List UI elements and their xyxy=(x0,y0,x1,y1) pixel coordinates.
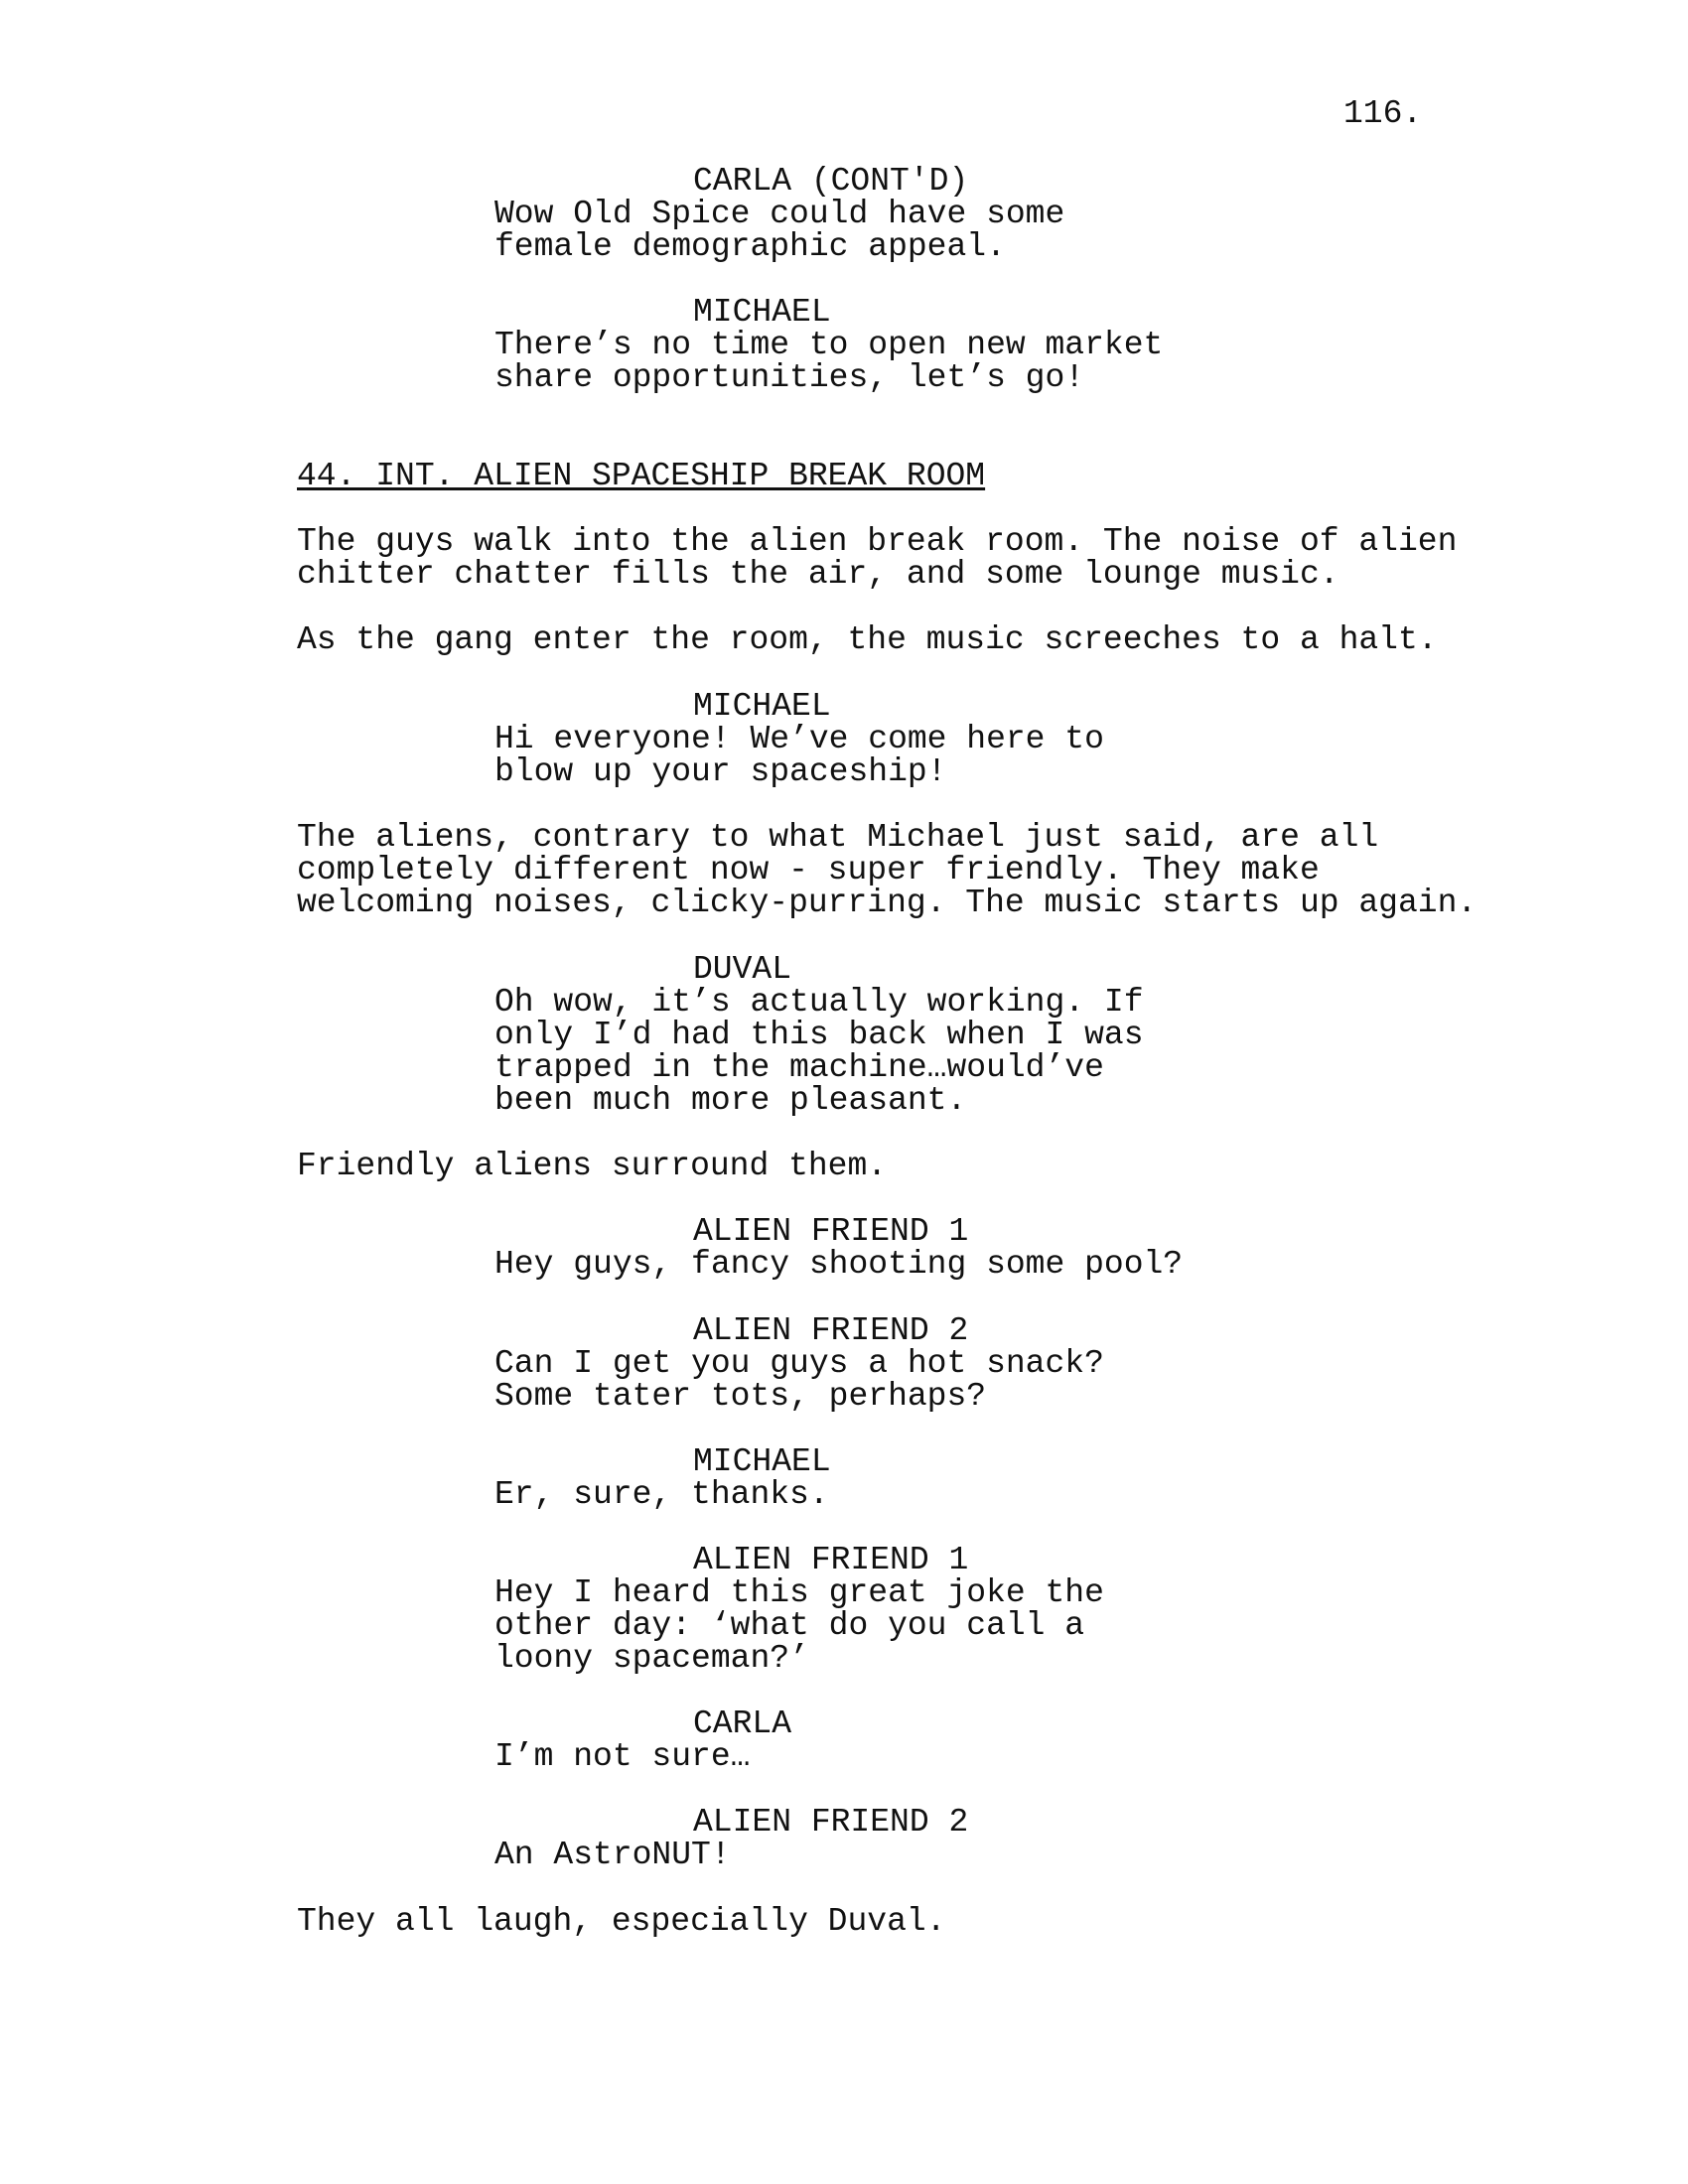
character-cue: DUVAL xyxy=(693,951,792,988)
dialogue-block: Wow Old Spice could have some female demographic appeal. xyxy=(494,196,1065,265)
character-cue: CARLA xyxy=(693,1706,792,1742)
scene-heading: 44. INT. ALIEN SPACESHIP BREAK ROOM xyxy=(297,458,986,494)
character-cue: MICHAEL xyxy=(693,1443,831,1480)
character-cue: ALIEN FRIEND 1 xyxy=(693,1213,969,1250)
action-line: The guys walk into the alien break room. The noise of alien chitter chatter fills the air, and some lounge music. xyxy=(297,523,1458,593)
dialogue-block: An AstroNUT! xyxy=(494,1837,731,1873)
character-cue: ALIEN FRIEND 2 xyxy=(693,1312,969,1349)
dialogue-block: Er, sure, thanks. xyxy=(494,1476,829,1513)
dialogue-block: Oh wow, it’s actually working. If only I’d had this back when I was trapped in the machine…would’ve been much more pleasant. xyxy=(494,984,1144,1119)
dialogue-block: Hey guys, fancy shooting some pool? xyxy=(494,1246,1184,1283)
dialogue-block: There’s no time to open new market share opportunities, let’s go! xyxy=(494,327,1164,396)
action-line: The aliens, contrary to what Michael just said, are all completely different now - super friendly. They make welcoming noises, clicky-purring. The music starts up again. xyxy=(297,819,1477,921)
action-line: They all laugh, especially Duval. xyxy=(297,1903,946,1940)
character-cue: MICHAEL xyxy=(693,294,831,331)
page-number: 116. xyxy=(1343,95,1423,132)
dialogue-block: Can I get you guys a hot snack? Some tater tots, perhaps? xyxy=(494,1345,1104,1415)
character-cue: CARLA (CONT'D) xyxy=(693,163,969,200)
character-cue: ALIEN FRIEND 2 xyxy=(693,1804,969,1841)
action-line: Friendly aliens surround them. xyxy=(297,1148,888,1184)
dialogue-block: Hi everyone! We’ve come here to blow up your spaceship! xyxy=(494,721,1104,790)
character-cue: ALIEN FRIEND 1 xyxy=(693,1542,969,1578)
dialogue-block: Hey I heard this great joke the other day: ‘what do you call a loony spaceman?’ xyxy=(494,1574,1104,1677)
action-line: As the gang enter the room, the music screeches to a halt. xyxy=(297,621,1438,658)
character-cue: MICHAEL xyxy=(693,688,831,725)
dialogue-block: I’m not sure… xyxy=(494,1738,751,1775)
